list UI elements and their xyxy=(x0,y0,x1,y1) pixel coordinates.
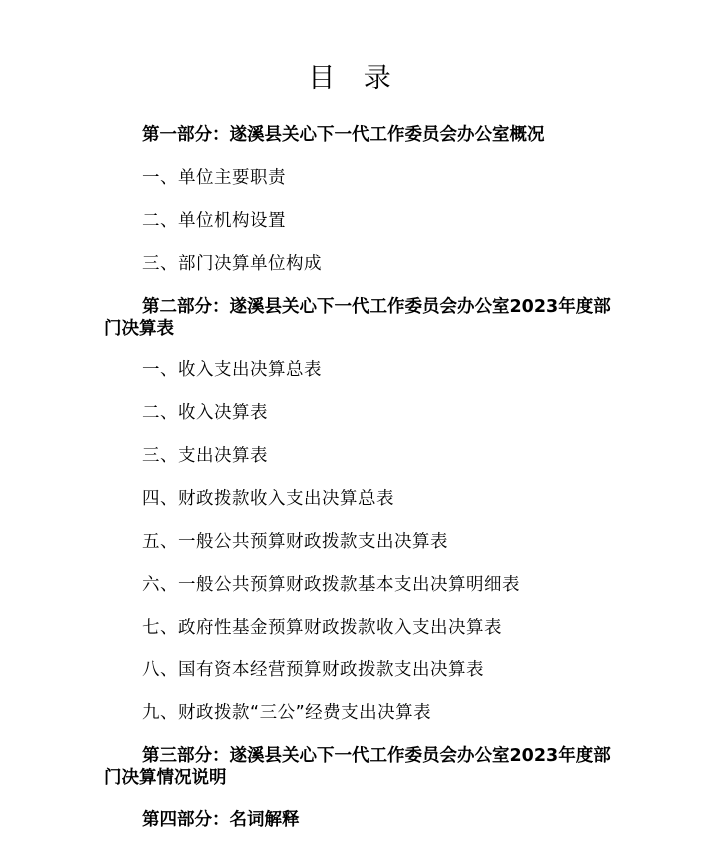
part2-item-1: 一、收入支出决算总表 xyxy=(142,360,322,380)
part2-item-2: 二、收入决算表 xyxy=(142,403,268,423)
part1-item-3: 三、部门决算单位构成 xyxy=(142,254,322,274)
part1-item-2: 二、单位机构设置 xyxy=(142,211,286,231)
part1-item-1: 一、单位主要职责 xyxy=(142,168,286,188)
part2-item-4: 四、财政拨款收入支出决算总表 xyxy=(142,489,394,509)
part2-item-3: 三、支出决算表 xyxy=(142,446,268,466)
part1-heading: 第一部分：遂溪县关心下一代工作委员会办公室概况 xyxy=(142,125,545,145)
part4-heading: 第四部分：名词解释 xyxy=(142,810,300,830)
part2-item-6: 六、一般公共预算财政拨款基本支出决算明细表 xyxy=(142,575,520,595)
part3-heading: 第三部分：遂溪县关心下一代工作委员会办公室2023年度部门决算情况说明 xyxy=(104,746,611,788)
part2-item-5: 五、一般公共预算财政拨款支出决算表 xyxy=(142,532,448,552)
part2-heading: 第二部分：遂溪县关心下一代工作委员会办公室2023年度部门决算表 xyxy=(104,297,611,339)
part2-item-9: 九、财政拨款“三公”经费支出决算表 xyxy=(142,703,432,723)
part2-item-8: 八、国有资本经营预算财政拨款支出决算表 xyxy=(142,660,484,680)
page-title: 目 录 xyxy=(308,63,401,94)
part2-item-7: 七、政府性基金预算财政拨款收入支出决算表 xyxy=(142,618,502,638)
